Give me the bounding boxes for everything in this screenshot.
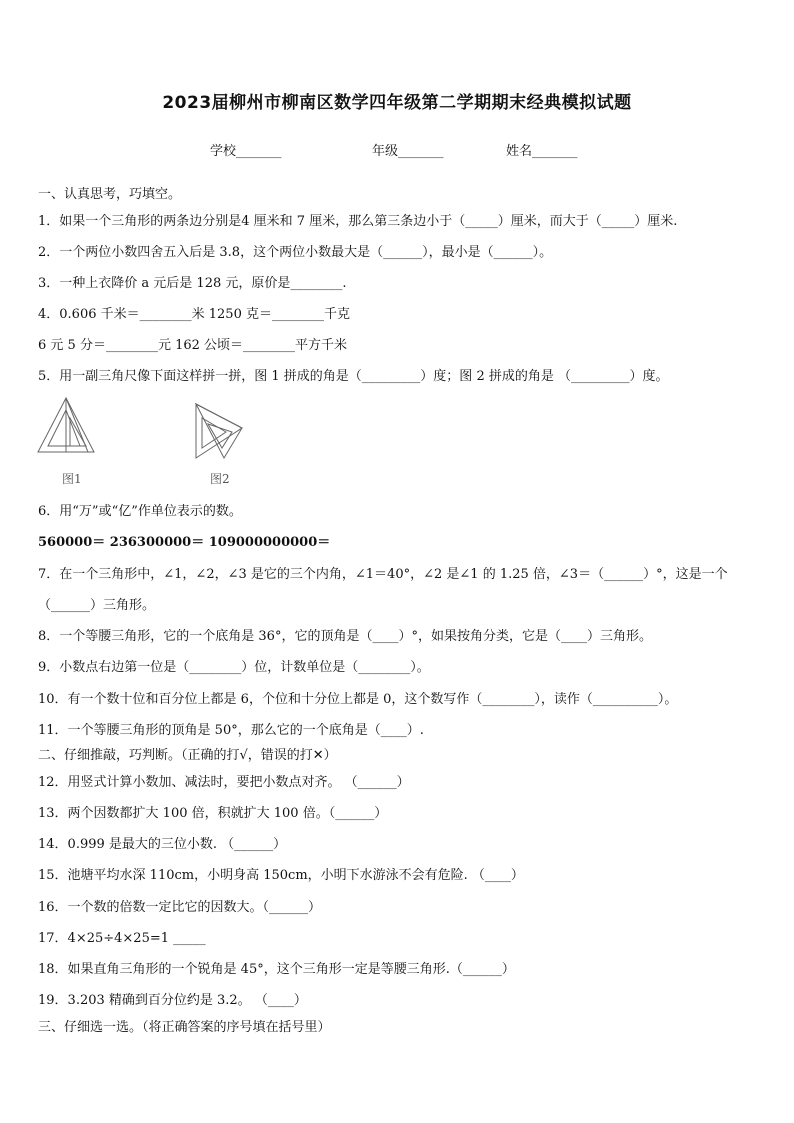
question-13: 13．两个因数都扩大 100 倍，积就扩大 100 倍。（______） [38, 806, 388, 821]
question-15: 15．池塘平均水深 110cm，小明身高 150cm，小明下水游泳不会有危险. （____） [38, 868, 524, 883]
question-7a: 7．在一个三角形中，∠1，∠2，∠3 是它的三个内角，∠1＝40°，∠2 是∠1 的 1.25 倍，∠3＝（______）°，这是一个 [38, 567, 728, 582]
question-19: 19．3.203 精确到百分位约是 3.2。 （____） [38, 993, 307, 1008]
question-6: 6．用“万”或“亿”作单位表示的数。 [38, 504, 242, 519]
figure-2-label: 图2 [210, 472, 230, 486]
question-18: 18．如果直角三角形的一个锐角是 45°，这个三角形一定是等腰三角形.（______） [38, 962, 515, 977]
question-14: 14．0.999 是最大的三位小数. （______） [38, 837, 287, 852]
question-16: 16．一个数的倍数一定比它的因数大。（______） [38, 900, 322, 915]
section-2-heading: 二、仔细推敲，巧判断。（正确的打√，错误的打✕） [38, 748, 337, 763]
question-5: 5．用一副三角尺像下面这样拼一拼，图 1 拼成的角是（_________）度；图 2 拼成的角是 （_________）度。 [38, 369, 669, 384]
page-title: 2023届柳州市柳南区数学四年级第二学期期末经典模拟试题 [162, 93, 632, 113]
figure-1-set-squares [36, 396, 96, 458]
question-2: 2．一个两位小数四舍五入后是 3.8，这个两位小数最大是（______），最小是（______）。 [38, 245, 553, 260]
name-field: 姓名_______ [506, 144, 578, 159]
section-1-heading: 一、认真思考，巧填空。 [38, 187, 182, 202]
question-7b: （______）三角形。 [38, 598, 156, 613]
question-9: 9．小数点右边第一位是（________）位，计数单位是（________）。 [38, 660, 430, 675]
school-field: 学校_______ [210, 144, 282, 159]
grade-field: 年级_______ [372, 144, 444, 159]
question-3: 3．一种上衣降价 a 元后是 128 元，原价是________. [38, 276, 347, 291]
section-3-heading: 三、仔细选一选。（将正确答案的序号填在括号里） [38, 1020, 331, 1035]
question-6-items: 560000＝ 236300000＝ 109000000000＝ [38, 535, 331, 550]
question-10: 10．有一个数十位和百分位上都是 6，个位和十分位上都是 0，这个数写作（________），读作（__________）。 [38, 692, 678, 707]
question-4b: 6 元 5 分＝________元 162 公顷＝________平方千米 [38, 338, 348, 353]
figure-1-label: 图1 [62, 472, 82, 486]
question-4a: 4．0.606 千米＝________米 1250 克＝________千克 [38, 307, 350, 322]
question-11: 11．一个等腰三角形的顶角是 50°，那么它的一个底角是（____）. [38, 723, 424, 738]
question-12: 12．用竖式计算小数加、减法时，要把小数点对齐。 （______） [38, 775, 410, 790]
question-17: 17．4×25÷4×25=1 _____ [38, 931, 206, 946]
figure-2-set-squares [194, 402, 246, 460]
question-8: 8．一个等腰三角形，它的一个底角是 36°，它的顶角是（____）°，如果按角分类，它是（____）三角形。 [38, 629, 652, 644]
question-1: 1．如果一个三角形的两条边分别是4 厘米和 7 厘米，那么第三条边小于（_____）厘米，而大于（_____）厘米. [38, 214, 678, 229]
